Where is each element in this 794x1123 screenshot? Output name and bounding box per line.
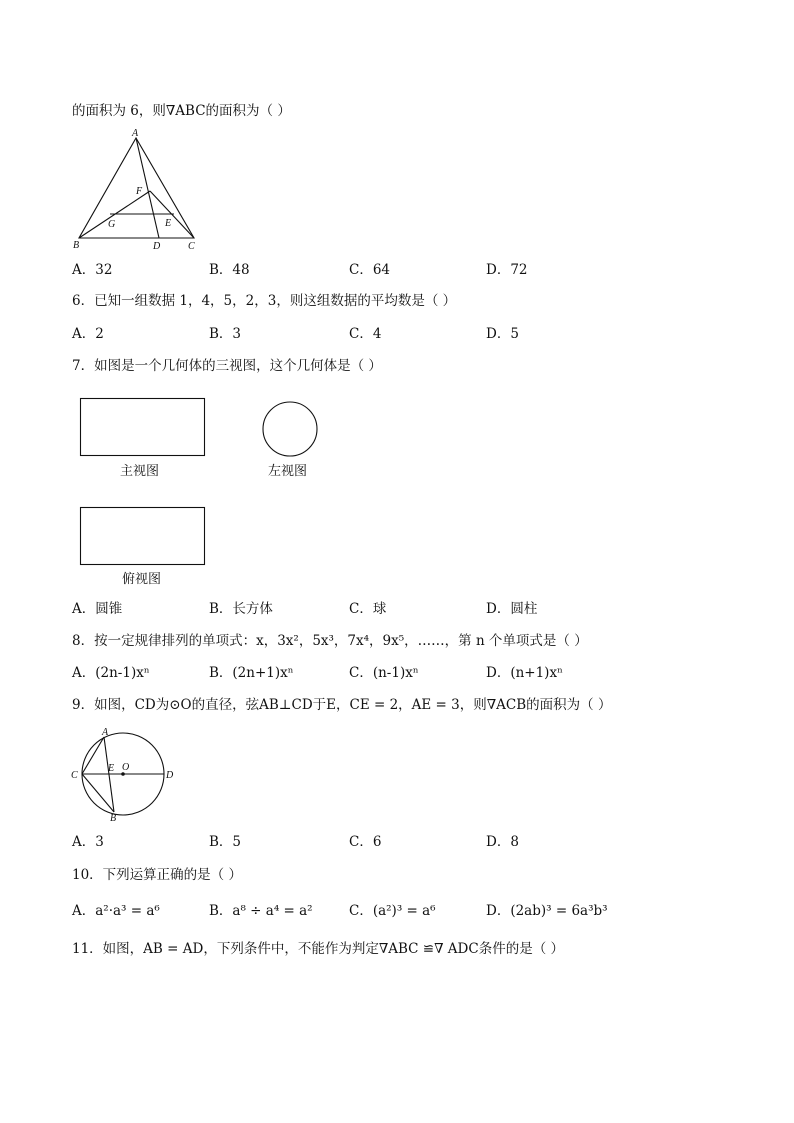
q8-option-c[interactable]: C．(n-1)xⁿ	[349, 665, 419, 681]
q6-stem: 6．已知一组数据 1，4，5，2，3，则这组数据的平均数是（ ）	[72, 293, 457, 309]
label-c: C	[188, 241, 195, 252]
q11-stem: 11．如图，AB = AD，下列条件中，不能作为判定∇ABC ≌∇ ADC条件的是（ ）	[72, 941, 565, 957]
q6-option-c[interactable]: C．4	[349, 326, 382, 342]
q7-stem: 7．如图是一个几何体的三视图，这个几何体是（ ）	[72, 358, 382, 374]
q10-option-a[interactable]: A．a²·a³ = a⁶	[72, 903, 160, 919]
q6-option-a[interactable]: A．2	[72, 326, 104, 342]
label-e: E	[165, 218, 172, 229]
q10-option-d[interactable]: D．(2ab)³ = 6a³b³	[486, 903, 608, 919]
left-view-caption: 左视图	[268, 464, 308, 479]
q7-option-d[interactable]: D．圆柱	[486, 601, 538, 617]
left-view-circle	[262, 401, 320, 459]
q8-option-d[interactable]: D．(n+1)xⁿ	[486, 665, 563, 681]
q7-option-a[interactable]: A．圆锥	[72, 601, 123, 617]
label-d: D	[166, 770, 174, 781]
q9-circle-figure	[68, 726, 178, 822]
q10-option-b[interactable]: B．a⁸ ÷ a⁴ = a²	[209, 903, 313, 919]
segment-ca	[82, 737, 104, 774]
q9-option-b[interactable]: B．5	[209, 834, 242, 850]
label-b: B	[73, 240, 80, 251]
q9-option-c[interactable]: C．6	[349, 834, 382, 850]
q5-option-b[interactable]: B．48	[209, 262, 250, 278]
q8-option-b[interactable]: B．(2n+1)xⁿ	[209, 665, 294, 681]
q9-stem: 9．如图，CD为⊙O的直径，弦AB⊥CD于E，CE = 2，AE = 3，则∇ACB的面积为（ ）	[72, 697, 612, 713]
label-a: A	[102, 727, 109, 738]
q7-option-c[interactable]: C．球	[349, 601, 387, 617]
q5-option-a[interactable]: A．32	[72, 262, 113, 278]
q9-option-a[interactable]: A．3	[72, 834, 104, 850]
top-view-caption: 俯视图	[122, 572, 162, 587]
label-f: F	[136, 186, 143, 197]
q5-option-c[interactable]: C．64	[349, 262, 391, 278]
q5-triangle-figure	[70, 128, 210, 253]
q10-stem: 10．下列运算正确的是（ ）	[72, 867, 242, 883]
q6-option-b[interactable]: B．3	[209, 326, 242, 342]
q6-option-d[interactable]: D．5	[486, 326, 519, 342]
q5-option-d[interactable]: D．72	[486, 262, 528, 278]
front-view-caption: 主视图	[120, 464, 160, 479]
label-o: O	[122, 762, 130, 773]
q5-stem-end: 的面积为 6，则∇ABC的面积为（ ）	[72, 103, 291, 119]
label-c: C	[71, 770, 78, 781]
q9-option-d[interactable]: D．8	[486, 834, 519, 850]
q7-option-b[interactable]: B．长方体	[209, 601, 273, 617]
front-view-rect	[80, 398, 206, 458]
label-b: B	[110, 813, 117, 824]
q8-stem: 8．按一定规律排列的单项式：x，3x²，5x³，7x⁴，9x⁵，……，第 n 个单项式是（ ）	[72, 633, 588, 649]
top-view-rect	[80, 507, 206, 567]
label-g: G	[108, 219, 116, 230]
label-d: D	[153, 241, 161, 252]
q10-option-c[interactable]: C．(a²)³ = a⁶	[349, 903, 436, 919]
q8-option-a[interactable]: A．(2n-1)xⁿ	[72, 665, 150, 681]
label-a: A	[132, 128, 139, 139]
label-e: E	[108, 763, 115, 774]
